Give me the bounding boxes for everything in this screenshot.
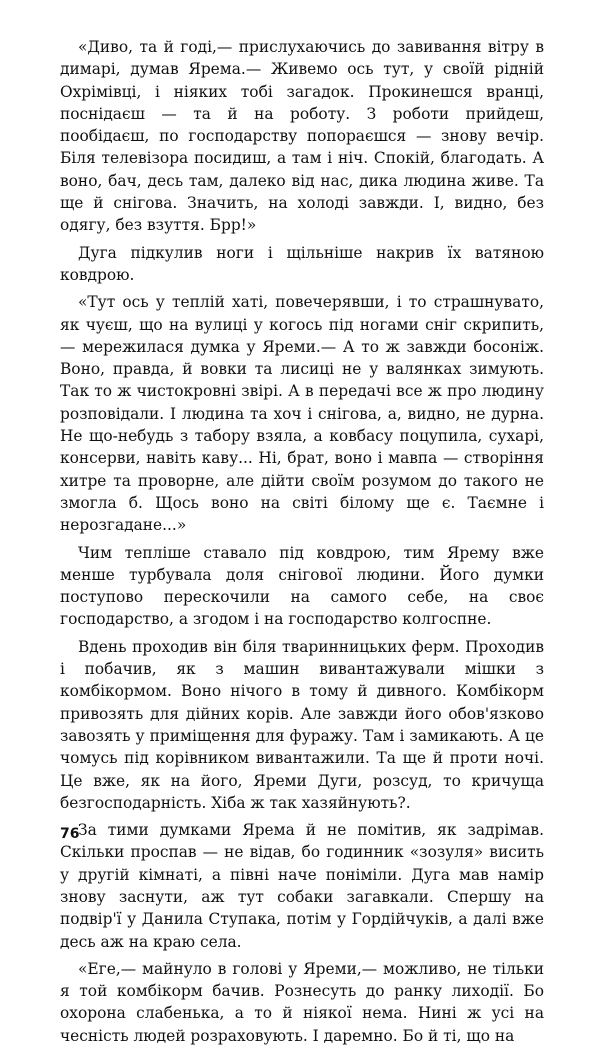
page-number: 76	[60, 826, 80, 842]
paragraph: Чим тепліше ставало під ковдрою, тим Ярему вже менше турбувала доля снігової людини. Його думки поступово перескочили на самого себе, на своє господарство, а згодом і на господарство колгоспне.	[60, 543, 544, 629]
paragraph: «Еге,— майнуло в голові у Яреми,— можливо, не тільки я той комбікорм бачив. Рознесуть до ранку лиходії. Бо охорона слабенька, а то й ніякої нема. Нині ж усі на чесність людей розраховують. І даремно. Бо й ті, що на	[60, 959, 544, 1045]
page-body	[60, 36, 544, 1052]
paragraph: «Тут ось у теплій хаті, повечерявши, і то страшнувато, як чуєш, що на вулиці у когось під ногами сніг скрипить,— мережилася думка у Яреми.— А то ж завжди босоніж. Воно, правда, й вовки та лисиці не у валянках зимують. Так то ж чистокровні звірі. А в передачі все ж про людину розповідали. І людина та хоч і снігова, а, видно, не дурна. Не що-небудь з табору взяла, а ковбасу поцупила, сухарі, консерви, навіть каву... Ні, брат, воно і мавпа — створіння хитре та проворне, але дійти своїм розумом до такого не змогла б. Щось воно на світі білому ще є. Таємне і нерозгадане...»	[60, 293, 544, 535]
paragraph: Вдень проходив він біля тваринницьких ферм. Проходив і побачив, як з машин вивантажували мішки з комбікормом. Воно нічого в тому й дивного. Комбікорм привозять для дійних корів. Але завжди його обов'язково завозять у приміщення для фуражу. Там і замикають. А це чомусь під корівником вивантажили. Та ще й проти ночі. Це вже, як на його, Яреми Дуги, розсуд, то кричуща безгосподарність. Хіба ж так хазяйнують?.	[60, 637, 544, 812]
paragraph: За тими думками Ярема й не помітив, як задрімав. Скільки проспав — не відав, бо годинник «зозуля» висить у другій кімнаті, а півні наче поніміли. Дуга мав намір знову заснути, аж тут собаки загавкали. Спершу на подвір'ї у Данила Ступака, потім у Гордійчуків, а далі вже десь аж на краю села.	[60, 821, 544, 951]
paragraph: Дуга підкулив ноги і щільніше накрив їх ватяною ковдрою.	[60, 243, 544, 284]
paragraph: «Диво, та й годі,— прислухаючись до завивання вітру в димарі, думав Ярема.— Живемо ось тут, у своїй рідній Охрімівці, і ніяких тобі загадок. Прокинешся вранці, поснідаєш — та й на роботу. З роботи прийдеш, пообідаєш, по господарству попораєшся — знову вечір. Біля телевізора посидиш, а там і ніч. Спокій, благодать. А воно, бач, десь там, далеко від нас, дика людина живе. Та ще й снігова. Значить, на холоді завжди. І, видно, без одягу, без взуття. Брр!»	[60, 38, 544, 235]
